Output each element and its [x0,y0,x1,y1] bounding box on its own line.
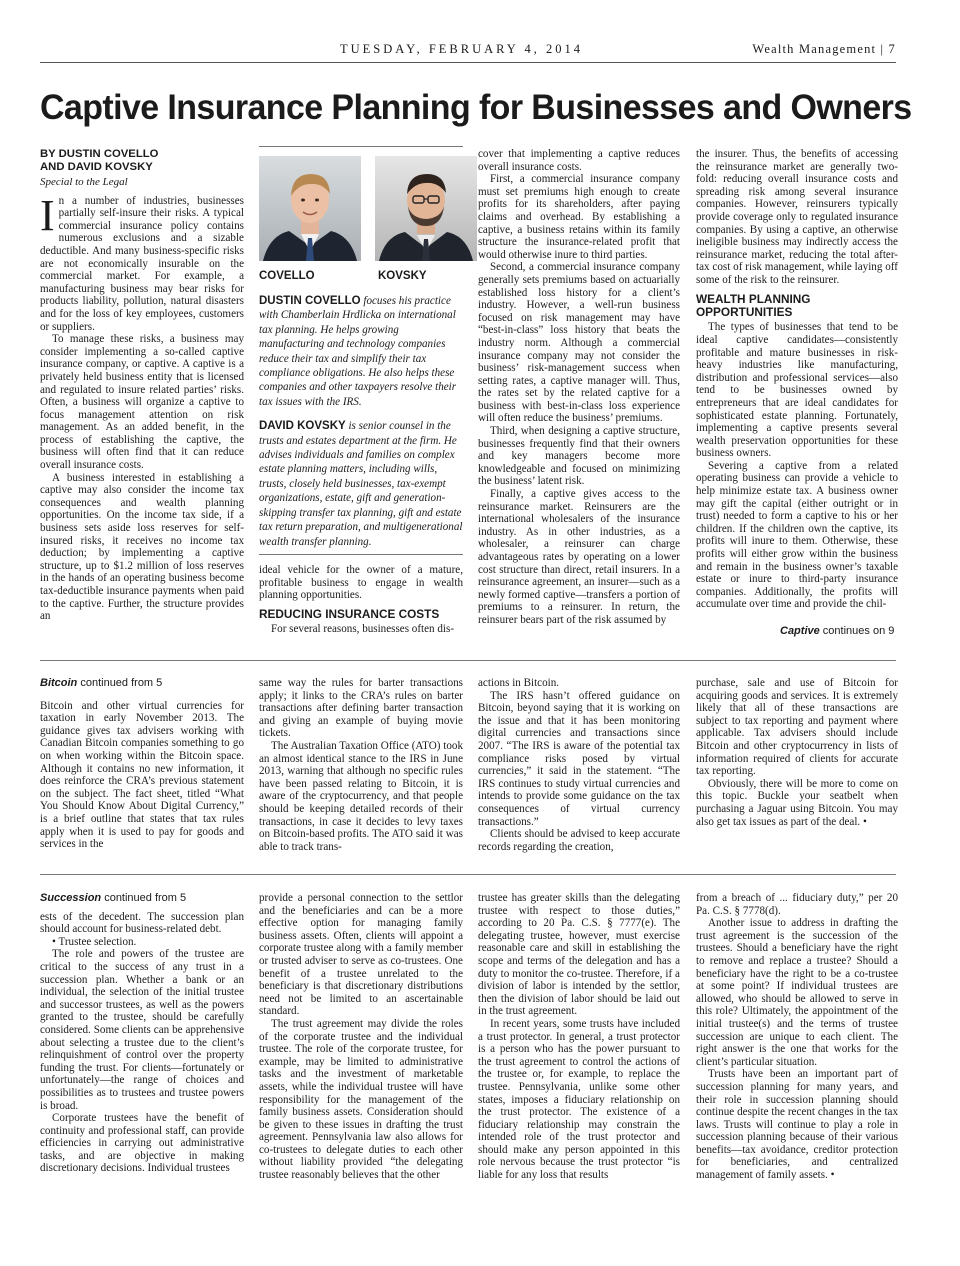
article-paragraph: Finally, a captive gives access to the reinsurance market. Reinsurers are the international wholesalers of the insurance industry. As in other industries, as a wholesaler, a reinsurer can charge advantageous rates by operating on a lower cost structure than direct, retail insurers. In a reinsurance agreement, an insurer—such as a newly formed captive—transfers a portion of premiums to a reinsurer. In return, the reinsurer bears part of the risk assumed by [478,488,680,626]
bitcoin-column-4 [696,677,898,828]
section-divider-1 [40,660,896,661]
article-paragraph: the insurer. Thus, the benefits of accessing the reinsurance market are generally two-fold: reducing overall insurance costs and spreading risk among several insurance companies. However, reinsurers typically provide coverage only to regulated insurance companies. By using a captive, an otherwise ineligible business may indirectly access the reinsurance market, reducing the total after-tax cost of risk management, while laying off some of the risk to the reinsurer. [696,148,898,286]
succession-column-4 [696,892,898,1182]
bitcoin-paragraph: The Australian Taxation Office (ATO) took an almost identical stance to the IRS in June 2013, warning that although no specific rules have been passed relating to Bitcoin, it is aware of the cryptocurrency, and that people should be keeping detailed records of their transactions, in case it decides to levy taxes on Bitcoin-based profits. The ATO said it was able to track trans- [259,739,463,853]
author-bios [259,294,463,559]
article-paragraph: Severing a captive from a related operating business can provide a vehicle to help minimize estate tax. A business owner may gift the capital (either outright or in trust) needed to form a captive to his or her children. If the children own the captive, its profits will inure to them. Otherwise, these profits will either grow within the business and remain in the business owner’s taxable estate or inure to third-party insurance companies. Additionally, the profits will accumulate over time and provide the chil- [696,459,898,611]
article-paragraph: In a number of industries, businesses partially self-insure their risks. A typical commercial insurance policy contains numerous exclusions and a sizable deductible. And many business-specific risks are not economically insurable on the commercial market. For example, a manufacturing business may bear risks for products liability, pollution, natural disasters and for the loss of key employees, customers or suppliers. [40,190,244,333]
bitcoin-column-1 [40,677,244,851]
covello-portrait-icon [259,156,361,261]
bitcoin-column-3 [478,677,680,853]
succession-paragraph: In recent years, some trusts have included a trust protector. In general, a trust protector is a person who has the power pursuant to the trust agreement to control the actions of the trustee or, for example, to replace the trustee. Pennsylvania, unlike some other states, imposes a fiduciary relationship on the trust protector. The existence of a fiduciary relationship may constrain the intended role of the trust protector and should make any person appointed in this role nervous because the trust protector “is liable for any loss that results [478,1017,680,1182]
subhead-reducing-costs: REDUCING INSURANCE COSTS [259,606,440,621]
article-paragraph: The types of businesses that tend to be ideal captive candidates—consistently profitable and mature businesses in risk-heavy industries like manufacturing, distribution and professional services—also tend to be businesses owned by entrepreneurs that are ideal candidates for sophisticated estate planning. Fortunately, implementing a captive presents several wealth preservation opportunities for these business owners. [696,321,898,460]
article-paragraph: First, a commercial insurance company must set premiums high enough to create profits for its shareholders, after paying claims and overhead. By establishing a captive, a business retains within its family structure the insurance-related profit that would otherwise inure to third parties. [478,173,680,261]
bio-kovsky: DAVID KOVSKY is senior counsel in the trusts and estates department at the firm. He advises individuals and families on complex estate planning matters, including wills, trusts, closely held businesses, tax-exempt organizations, estate, gift and generation-skipping transfer tax planning, gift and estate tax return preparation, and multigenerational wealth transfer planning. [259,420,463,548]
section-divider-2 [40,874,896,875]
photo-caption-kovsky: KOVSKY [378,270,427,282]
captive-jump-line[interactable]: Captive continues on 9 [780,625,895,637]
special-to-label: Special to the Legal [40,176,128,188]
succession-column-1 [40,892,244,1175]
article-column-4 [696,148,898,611]
kovsky-headshot [375,156,477,261]
bitcoin-continued-label: Bitcoin continued from 5 [40,677,163,689]
succession-paragraph: ests of the decedent. The succession plan should account for business-related debt. [40,910,244,936]
succession-column-3 [478,892,680,1182]
bitcoin-column-2 [259,677,463,853]
issue-date: TUESDAY, FEBRUARY 4, 2014 [340,42,583,56]
article-paragraph: To manage these risks, a business may consider implementing a so-called captive insurance company, or captive. A captive is a privately held business entity that is licensed and regulated to insure related parties’ risks. Often, a business will organize a captive to focus management attention on risk management. As an added benefit, in the process of establishing the captive, the business will often find that it can reduce overall insurance costs. [40,333,244,472]
byline-line-1: BY DUSTIN COVELLO [40,148,159,160]
succession-paragraph: trustee has greater skills than the delegating trustee with respect to those duties,” according to 20 Pa. C.S. § 7777(e). The delegating trustee, however, must exercise reasonable care and skill in establishing the scope and terms of the delegation and has a duty to monitor the co-trustee. Therefore, if a division of labor is intended by the settlor, then the division of labor should be laid out in the trust agreement. [478,892,680,1018]
photo-top-rule [259,146,463,147]
succession-paragraph: provide a personal connection to the settlor and the beneficiaries and can be a more effective option for managing family business assets. Often, clients will appoint a corporate trustee along with a family member or trusted adviser to serve as co-trustees. One benefit of a trustee unrelated to the beneficiary is that discretionary distributions need not be limited to an ascertainable standard. [259,892,463,1018]
article-paragraph: A business interested in establishing a captive may also consider the income tax consequences and wealth planning opportunities. On the income tax side, if a business sets aside loss reserves for self-insured risks, it receives no income tax deduction; by implementing a captive structure, up to $1.2 million of loss reserves in the hands of an operating business become tax-deductible insurance payments when paid to the captive. Further, the structure provides an [40,471,244,623]
article-paragraph: Third, when designing a captive structure, businesses frequently find that their owners and key managers become more knowledgeable and focused on minimizing the business’ latent risk. [478,425,680,488]
subhead-wealth-planning: WEALTH PLANNING OPPORTUNITIES [696,291,811,319]
drop-cap: I [40,190,55,240]
covello-headshot [259,156,361,261]
succession-paragraph: The trust agreement may divide the roles of the corporate trustee and the individual trustee. The role of the corporate trustee, for example, may be limited to administrative tasks and the investment of marketable assets, while the individual trustee will have responsibility for the management of the family business assets. Consideration should be given to these issues in drafting the trust agreement. Pennsylvania law also allows for co-trustees to delegate duties to each other without liability provided “the delegating trustee reasonably believes that the other [259,1017,463,1182]
succession-column-2 [259,892,463,1182]
bitcoin-paragraph: The IRS hasn’t offered guidance on Bitcoin, beyond saying that it is working on the issue and that it has been monitoring digital currencies and transactions since 2007. “The IRS is aware of the potential tax compliance risks posed by virtual currencies,” it said in the statement. “The IRS continues to study virtual currencies and intends to provide some guidance on the tax consequences of virtual currency transactions.” [478,689,680,828]
article-paragraph: ideal vehicle for the owner of a mature, profitable business to engage in wealth planning opportunities. [259,564,463,602]
article-headline: Captive Insurance Planning for Businesses and Owners [40,88,912,127]
article-paragraph: Second, a commercial insurance company generally sets premiums based on actuarially established loss history for a client’s industry. However, a well-run business focused on risk management may have “best-in-class” loss history that beats the industry norm. Although a commercial insurance company may not consider the business’ risk-management success when setting rates, a captive manager will. Thus, the rates set by the related captive for a business with best-in-class loss experience will often reduce the business’ premiums. [478,261,680,425]
bitcoin-paragraph: actions in Bitcoin. [478,677,560,689]
article-column-3 [478,148,680,627]
succession-paragraph: The role and powers of the trustee are critical to the success of any trust in a succession plan. Whether a bank or an individual, the selection of the initial trustee and successor trustees, as well as the powers granted to the trustee, should be carefully considered. Some clients can be apprehensive about selecting a trustee due to the client’s relinquishment of control over the property funding the trust. For clients—fortunately or unfortunately—the range of choices and possibilities as to trustees and trustee powers is broad. [40,948,244,1112]
article-paragraph: cover that implementing a captive reduces overall insurance costs. [478,148,680,173]
bitcoin-paragraph: Clients should be advised to keep accurate records regarding the creation, [478,828,680,853]
bio-bottom-rule [259,554,463,555]
photo-caption-covello: COVELLO [259,270,315,282]
succession-paragraph: Corporate trustees have the benefit of continuity and professional staff, can provide efficiencies in carrying out administrative tasks, and are objective in making discretionary decisions. Individual trustees [40,1112,244,1175]
succession-paragraph: Another issue to address in drafting the trust agreement is the succession of the trustees. Should a beneficiary have the right to remove and replace a trustee? Should a beneficiary have the right to be a co-trustee at some point? If individual trustees are allowed, who should be allowed to serve in this role? Ultimately, the appointment of the initial trustee(s) and the terms of trustee succession are unique to each client. The right answer is the one that works for the client’s particular situation. [696,917,898,1068]
bio-covello: DUSTIN COVELLO focuses his practice with Chamberlain Hrdlicka on international tax planning. He helps growing manufacturing and technology companies reduce their tax and simplify their tax compliance obligations. He also helps these companies and other taxpayers resolve their tax issues with the IRS. [259,295,457,408]
bitcoin-paragraph: Obviously, there will be more to come on this topic. Buckle your seatbelt when purchasing a Jaguar using Bitcoin. You may also get tax issues as part of the deal. • [696,777,898,828]
succession-paragraph: Trusts have been an important part of succession planning for many years, and their role in succession planning should continue despite the recent changes in the tax laws. Trusts will continue to play a role in succession planning because of their various benefits—tax avoidance, creditor protection for beneficiaries, and centralized management of family assets. • [696,1068,898,1182]
byline-line-2: AND DAVID KOVSKY [40,161,153,173]
bitcoin-paragraph: same way the rules for barter transactions apply; it links to the CRA’s rules on barter transactions after defining barter transaction and giving an example of buying movie tickets. [259,677,463,740]
masthead [40,40,896,63]
section-page-label: Wealth Management | 7 [752,42,896,56]
article-column-2 [259,564,463,636]
succession-paragraph: from a breach of ... fiduciary duty,” per 20 Pa. C.S. § 7778(d). [696,892,898,917]
bitcoin-paragraph: Bitcoin and other virtual currencies for taxation in early November 2013. The guidance gives tax advisers working with Canadian Bitcoin companies something to go on when working within the Bitcoin space. Although it contains no new information, it does reinforce the CRA’s previous statement on the subject. The fact sheet, titled “What You Should Know About Digital Currency,” is a brief outline that states that tax rules apply when it is used to pay for goods and services in the [40,699,244,851]
succession-paragraph: • Trustee selection. [52,935,137,948]
kovsky-portrait-icon [375,156,477,261]
bitcoin-paragraph: purchase, sale and use of Bitcoin for acquiring goods and services. It is extremely likely that all of these transactions are subject to tax reporting and payment where applicable. Tax advisers should include Bitcoin and other cryptocurrency in lists of information required of clients for accurate tax reporting. [696,677,898,778]
article-paragraph: For several reasons, businesses often dis- [271,623,455,636]
succession-continued-label: Succession continued from 5 [40,892,187,904]
article-column-1 [40,148,244,623]
